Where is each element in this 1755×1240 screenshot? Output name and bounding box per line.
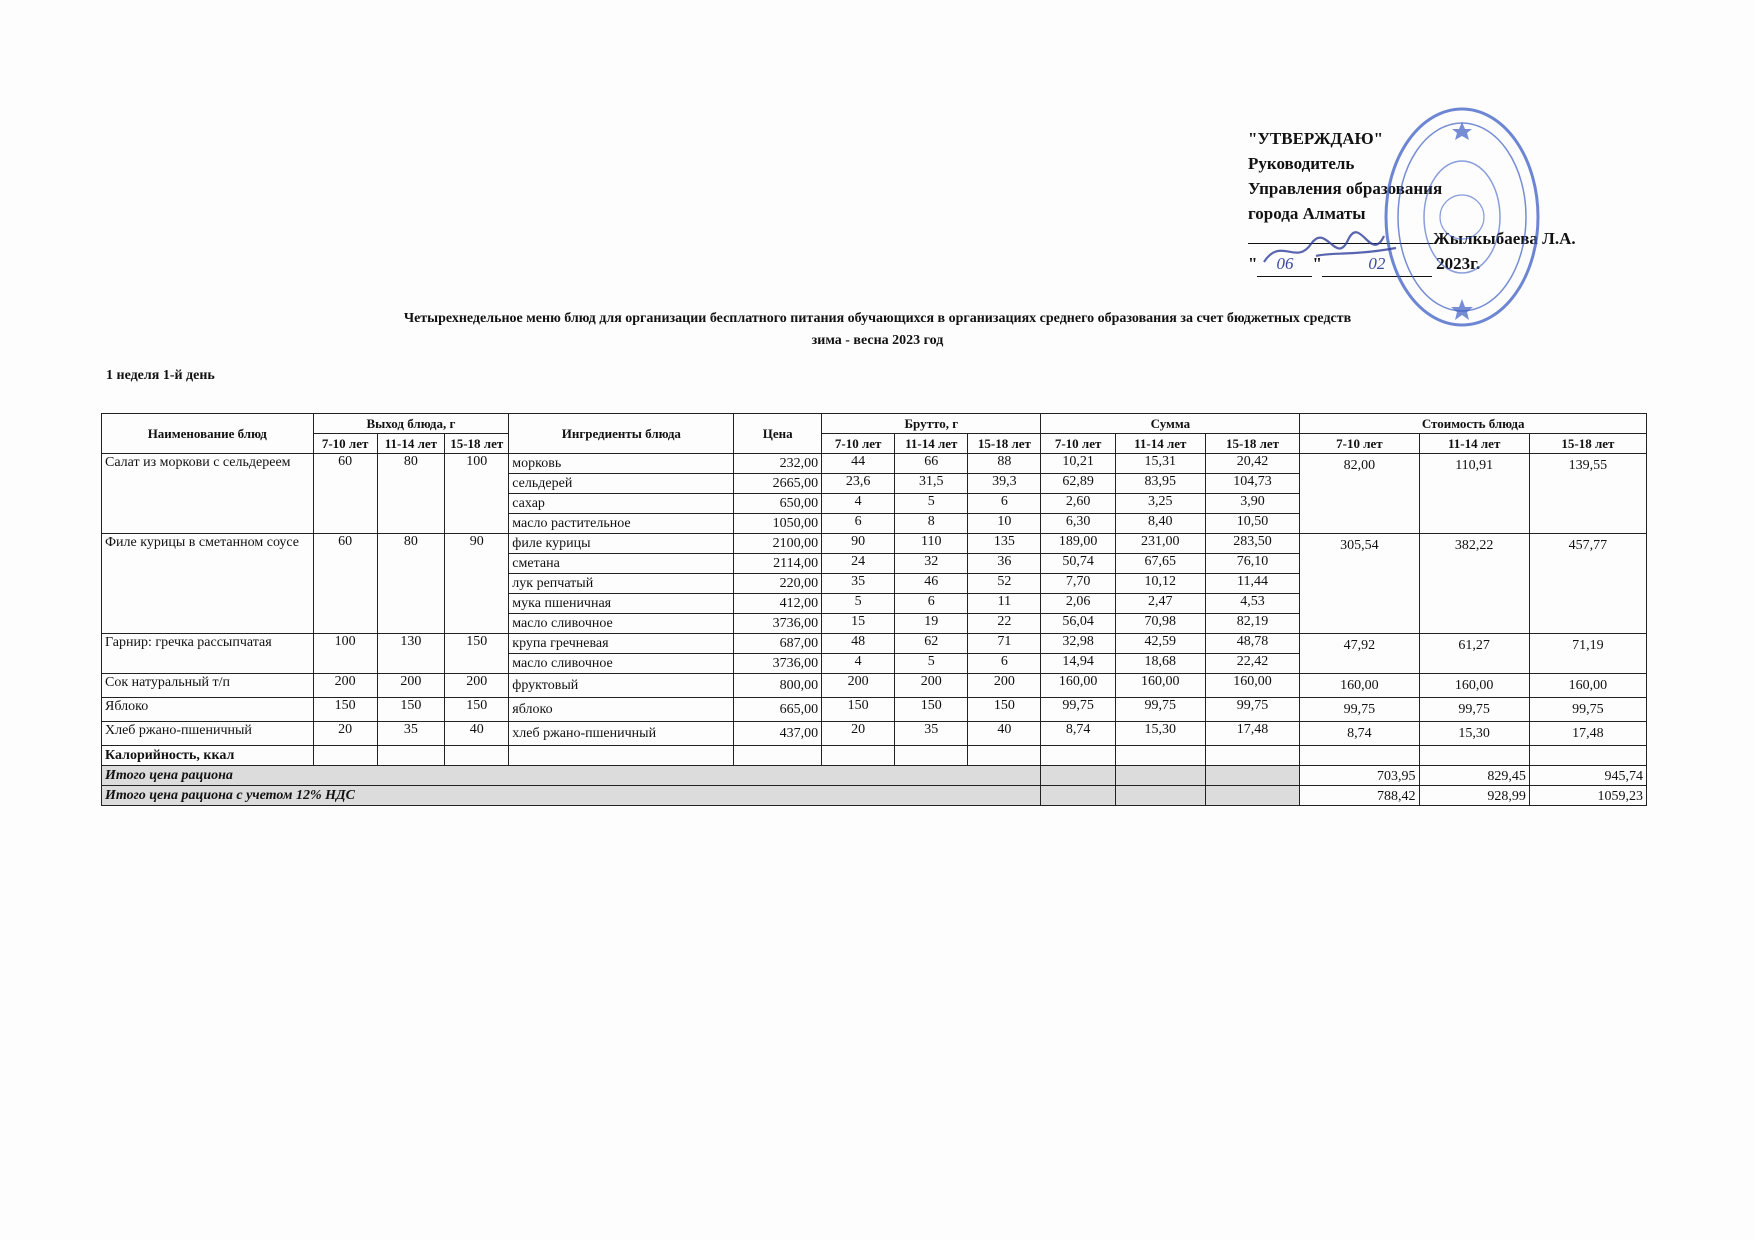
gross-11-14: 5: [895, 494, 968, 514]
dish-cost-7-10: 160,00: [1300, 674, 1419, 698]
ingredient-name: яблоко: [509, 698, 734, 722]
dish-name: Гарнир: гречка рассыпчатая: [102, 634, 314, 674]
ingredient-price: 665,00: [734, 698, 822, 722]
ingredient-price: 1050,00: [734, 514, 822, 534]
gross-11-14: 5: [895, 654, 968, 674]
gross-7-10: 23,6: [822, 474, 895, 494]
dish-cost-7-10: 82,00: [1300, 454, 1419, 534]
sum-11-14: 67,65: [1115, 554, 1205, 574]
sum-15-18: 10,50: [1205, 514, 1300, 534]
dish-cost-7-10: 8,74: [1300, 722, 1419, 746]
ingredient-price: 220,00: [734, 574, 822, 594]
sum-7-10: 8,74: [1041, 722, 1115, 746]
dish-yield-15-18: 100: [445, 454, 509, 534]
total-vat-7-10: 788,42: [1300, 786, 1419, 806]
ingredient-price: 437,00: [734, 722, 822, 746]
ingredient-name: фруктовый: [509, 674, 734, 698]
dish-yield-11-14: 150: [377, 698, 445, 722]
header-age-7-10: 7-10 лет: [1300, 434, 1419, 454]
dish-name: Яблоко: [102, 698, 314, 722]
sum-11-14: 15,30: [1115, 722, 1205, 746]
header-age-11-14: 11-14 лет: [1419, 434, 1529, 454]
dish-cost-15-18: 99,75: [1529, 698, 1646, 722]
sum-11-14: 2,47: [1115, 594, 1205, 614]
ingredient-name: сахар: [509, 494, 734, 514]
sum-15-18: 283,50: [1205, 534, 1300, 554]
gross-11-14: 66: [895, 454, 968, 474]
approval-date: " 06 " 02 2023г.: [1248, 251, 1576, 277]
gross-7-10: 35: [822, 574, 895, 594]
dish-yield-15-18: 40: [445, 722, 509, 746]
total-15-18: 945,74: [1529, 766, 1646, 786]
total-vat-row: [102, 786, 1647, 806]
total-vat-15-18: 1059,23: [1529, 786, 1646, 806]
gross-11-14: 31,5: [895, 474, 968, 494]
approval-city: города Алматы: [1248, 204, 1366, 223]
gross-11-14: 8: [895, 514, 968, 534]
sum-11-14: 10,12: [1115, 574, 1205, 594]
gross-15-18: 150: [968, 698, 1041, 722]
ingredient-name: филе курицы: [509, 534, 734, 554]
sum-11-14: 18,68: [1115, 654, 1205, 674]
menu-table: [101, 413, 1647, 806]
document-subtitle: зима - весна 2023 год: [811, 333, 944, 348]
dish-cost-11-14: 110,91: [1419, 454, 1529, 534]
sum-11-14: 15,31: [1115, 454, 1205, 474]
ingredient-price: 2665,00: [734, 474, 822, 494]
ingredient-name: сметана: [509, 554, 734, 574]
approval-date-year: 2023г.: [1436, 254, 1481, 273]
gross-11-14: 6: [895, 594, 968, 614]
ingredient-name: сельдерей: [509, 474, 734, 494]
ingredient-price: 800,00: [734, 674, 822, 698]
dish-yield-15-18: 90: [445, 534, 509, 634]
gross-7-10: 4: [822, 494, 895, 514]
gross-15-18: 11: [968, 594, 1041, 614]
approval-department: Управления образования: [1248, 179, 1443, 198]
gross-7-10: 48: [822, 634, 895, 654]
sum-7-10: 50,74: [1041, 554, 1115, 574]
dish-yield-11-14: 80: [377, 454, 445, 534]
dish-cost-7-10: 99,75: [1300, 698, 1419, 722]
dish-yield-11-14: 80: [377, 534, 445, 634]
ingredient-price: 2114,00: [734, 554, 822, 574]
dish-cost-15-18: 457,77: [1529, 534, 1646, 634]
ingredient-name: масло сливочное: [509, 654, 734, 674]
table-header: [102, 414, 1647, 454]
document-title: Четырехнедельное меню блюд для организации бесплатного питания обучающихся в организациях среднего образования за счет бюджетных средств: [403, 311, 1352, 326]
ingredient-price: 2100,00: [734, 534, 822, 554]
dish-yield-11-14: 130: [377, 634, 445, 674]
dish-yield-11-14: 35: [377, 722, 445, 746]
dish-cost-11-14: 160,00: [1419, 674, 1529, 698]
header-age-7-10: 7-10 лет: [1041, 434, 1115, 454]
dish-name: Салат из моркови с сельдереем: [102, 454, 314, 534]
dish-yield-7-10: 150: [313, 698, 377, 722]
gross-11-14: 110: [895, 534, 968, 554]
sum-7-10: 32,98: [1041, 634, 1115, 654]
gross-11-14: 35: [895, 722, 968, 746]
dish-name: Филе курицы в сметанном соусе: [102, 534, 314, 634]
dish-yield-15-18: 200: [445, 674, 509, 698]
total-11-14: 829,45: [1419, 766, 1529, 786]
header-ingredients: Ингредиенты блюда: [509, 414, 734, 454]
dish-yield-7-10: 100: [313, 634, 377, 674]
handwritten-signature: [1256, 226, 1406, 274]
approval-signer: Жылкыбаева Л.А.: [1433, 229, 1576, 248]
header-age-15-18: 15-18 лет: [445, 434, 509, 454]
approval-date-day: 06: [1257, 251, 1312, 277]
header-cost: Стоимость блюда: [1300, 414, 1647, 434]
calories-label: Калорийность, ккал: [102, 746, 314, 766]
sum-7-10: 160,00: [1041, 674, 1115, 698]
sum-15-18: 20,42: [1205, 454, 1300, 474]
ingredient-name: хлеб ржано-пшеничный: [509, 722, 734, 746]
gross-11-14: 62: [895, 634, 968, 654]
gross-11-14: 200: [895, 674, 968, 698]
total-vat-label: Итого цена рациона с учетом 12% НДС: [102, 786, 1041, 806]
gross-7-10: 6: [822, 514, 895, 534]
ingredient-price: 3736,00: [734, 614, 822, 634]
total-7-10: 703,95: [1300, 766, 1419, 786]
dish-yield-7-10: 20: [313, 722, 377, 746]
gross-15-18: 39,3: [968, 474, 1041, 494]
total-vat-11-14: 928,99: [1419, 786, 1529, 806]
sum-15-18: 11,44: [1205, 574, 1300, 594]
table-body: [102, 454, 1647, 806]
ingredient-name: крупа гречневая: [509, 634, 734, 654]
gross-11-14: 32: [895, 554, 968, 574]
gross-15-18: 200: [968, 674, 1041, 698]
table-row: [102, 674, 1647, 698]
approval-heading: "УТВЕРЖДАЮ": [1248, 129, 1384, 148]
sum-11-14: 99,75: [1115, 698, 1205, 722]
header-age-7-10: 7-10 лет: [822, 434, 895, 454]
sum-11-14: 160,00: [1115, 674, 1205, 698]
dish-cost-15-18: 17,48: [1529, 722, 1646, 746]
sum-11-14: 70,98: [1115, 614, 1205, 634]
day-label: 1 неделя 1-й день: [106, 368, 215, 383]
dish-cost-15-18: 139,55: [1529, 454, 1646, 534]
sum-7-10: 99,75: [1041, 698, 1115, 722]
sum-7-10: 62,89: [1041, 474, 1115, 494]
sum-11-14: 3,25: [1115, 494, 1205, 514]
ingredient-price: 232,00: [734, 454, 822, 474]
gross-15-18: 40: [968, 722, 1041, 746]
sum-15-18: 3,90: [1205, 494, 1300, 514]
table-row: [102, 454, 1647, 474]
header-sum: Сумма: [1041, 414, 1300, 434]
dish-cost-11-14: 15,30: [1419, 722, 1529, 746]
dish-name: Сок натуральный т/п: [102, 674, 314, 698]
ingredient-name: масло сливочное: [509, 614, 734, 634]
gross-15-18: 88: [968, 454, 1041, 474]
dish-cost-11-14: 99,75: [1419, 698, 1529, 722]
header-age-11-14: 11-14 лет: [895, 434, 968, 454]
sum-15-18: 82,19: [1205, 614, 1300, 634]
gross-15-18: 10: [968, 514, 1041, 534]
dish-cost-15-18: 71,19: [1529, 634, 1646, 674]
gross-11-14: 150: [895, 698, 968, 722]
ingredient-name: масло растительное: [509, 514, 734, 534]
dish-cost-7-10: 47,92: [1300, 634, 1419, 674]
sum-15-18: 22,42: [1205, 654, 1300, 674]
gross-15-18: 6: [968, 494, 1041, 514]
gross-7-10: 20: [822, 722, 895, 746]
gross-7-10: 90: [822, 534, 895, 554]
dish-yield-7-10: 200: [313, 674, 377, 698]
dish-yield-15-18: 150: [445, 634, 509, 674]
sum-7-10: 10,21: [1041, 454, 1115, 474]
table-row: [102, 722, 1647, 746]
table-row: [102, 698, 1647, 722]
gross-15-18: 36: [968, 554, 1041, 574]
sum-11-14: 8,40: [1115, 514, 1205, 534]
gross-11-14: 46: [895, 574, 968, 594]
gross-7-10: 4: [822, 654, 895, 674]
sum-7-10: 2,60: [1041, 494, 1115, 514]
gross-11-14: 19: [895, 614, 968, 634]
header-price: Цена: [734, 414, 822, 454]
gross-7-10: 24: [822, 554, 895, 574]
sum-15-18: 104,73: [1205, 474, 1300, 494]
sum-11-14: 231,00: [1115, 534, 1205, 554]
gross-15-18: 52: [968, 574, 1041, 594]
sum-15-18: 48,78: [1205, 634, 1300, 654]
dish-yield-15-18: 150: [445, 698, 509, 722]
approval-position: Руководитель: [1248, 154, 1355, 173]
sum-15-18: 17,48: [1205, 722, 1300, 746]
dish-name: Хлеб ржано-пшеничный: [102, 722, 314, 746]
dish-cost-11-14: 382,22: [1419, 534, 1529, 634]
sum-7-10: 14,94: [1041, 654, 1115, 674]
sum-15-18: 4,53: [1205, 594, 1300, 614]
gross-15-18: 135: [968, 534, 1041, 554]
gross-15-18: 71: [968, 634, 1041, 654]
ingredient-name: морковь: [509, 454, 734, 474]
official-stamp: [1382, 104, 1542, 330]
sum-11-14: 42,59: [1115, 634, 1205, 654]
dish-cost-15-18: 160,00: [1529, 674, 1646, 698]
header-age-7-10: 7-10 лет: [313, 434, 377, 454]
total-label: Итого цена рациона: [102, 766, 1041, 786]
header-age-15-18: 15-18 лет: [1529, 434, 1646, 454]
gross-7-10: 200: [822, 674, 895, 698]
gross-15-18: 22: [968, 614, 1041, 634]
table-row: [102, 634, 1647, 654]
ingredient-price: 687,00: [734, 634, 822, 654]
header-age-11-14: 11-14 лет: [1115, 434, 1205, 454]
header-age-15-18: 15-18 лет: [968, 434, 1041, 454]
header-age-11-14: 11-14 лет: [377, 434, 445, 454]
ingredient-name: лук репчатый: [509, 574, 734, 594]
ingredient-price: 650,00: [734, 494, 822, 514]
gross-7-10: 5: [822, 594, 895, 614]
dish-yield-7-10: 60: [313, 454, 377, 534]
calories-row: [102, 746, 1647, 766]
sum-7-10: 6,30: [1041, 514, 1115, 534]
sum-7-10: 56,04: [1041, 614, 1115, 634]
gross-7-10: 15: [822, 614, 895, 634]
header-age-15-18: 15-18 лет: [1205, 434, 1300, 454]
dish-yield-7-10: 60: [313, 534, 377, 634]
table-row: [102, 534, 1647, 554]
approval-date-month: 02: [1322, 251, 1432, 277]
ingredient-price: 412,00: [734, 594, 822, 614]
sum-11-14: 83,95: [1115, 474, 1205, 494]
ingredient-name: мука пшеничная: [509, 594, 734, 614]
sum-7-10: 189,00: [1041, 534, 1115, 554]
sum-15-18: 99,75: [1205, 698, 1300, 722]
header-gross: Брутто, г: [822, 414, 1041, 434]
dish-cost-11-14: 61,27: [1419, 634, 1529, 674]
gross-15-18: 6: [968, 654, 1041, 674]
sum-7-10: 2,06: [1041, 594, 1115, 614]
header-dish: Наименование блюд: [102, 414, 314, 454]
sum-15-18: 76,10: [1205, 554, 1300, 574]
sum-7-10: 7,70: [1041, 574, 1115, 594]
ingredient-price: 3736,00: [734, 654, 822, 674]
dish-cost-7-10: 305,54: [1300, 534, 1419, 634]
dish-yield-11-14: 200: [377, 674, 445, 698]
gross-7-10: 150: [822, 698, 895, 722]
header-yield: Выход блюда, г: [313, 414, 509, 434]
gross-7-10: 44: [822, 454, 895, 474]
total-row: [102, 766, 1647, 786]
sum-15-18: 160,00: [1205, 674, 1300, 698]
